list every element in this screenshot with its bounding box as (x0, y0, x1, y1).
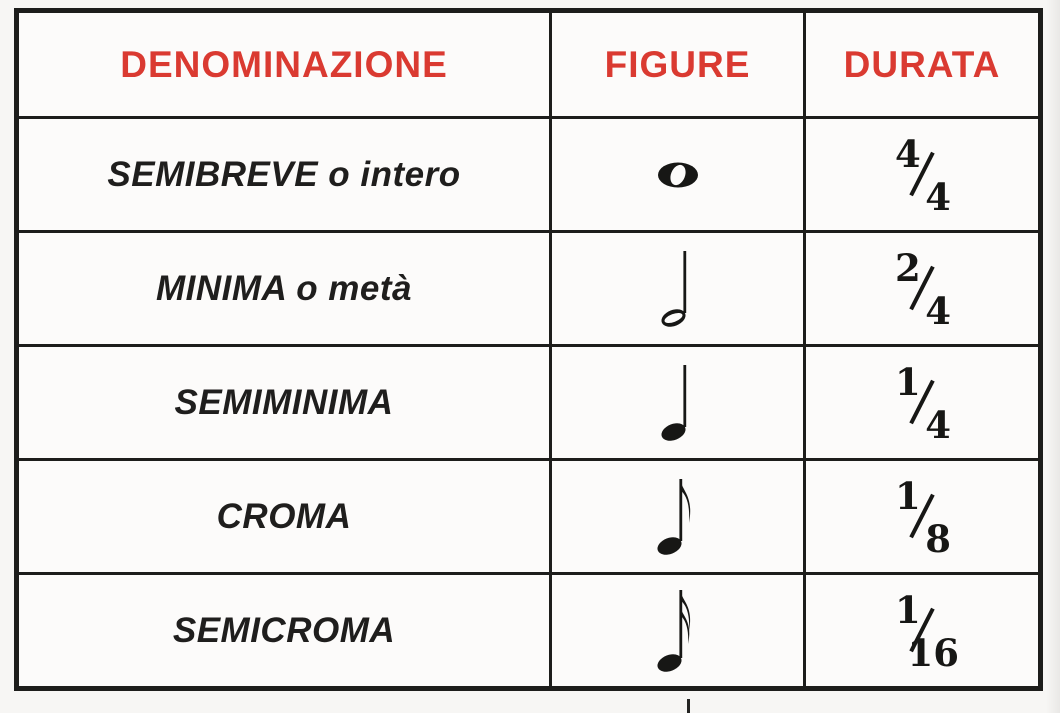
fraction-denominator: 16 (907, 630, 959, 675)
fraction-denominator: 4 (925, 402, 951, 447)
row-semicroma-name: SEMICROMA (19, 572, 552, 686)
fraction-numerator: 1 (895, 473, 921, 518)
fraction (891, 131, 953, 219)
header-figure: FIGURE (552, 13, 806, 116)
row-semiminima-figure (552, 344, 806, 458)
row-semicroma-durata (806, 572, 1038, 686)
row-minima-durata (806, 230, 1038, 344)
row-semibreve-name: SEMIBREVE o intero (19, 116, 552, 230)
row-semibreve-durata (806, 116, 1038, 230)
fraction (891, 587, 959, 675)
fraction-numerator: 1 (895, 587, 921, 632)
fraction-numerator: 1 (895, 359, 921, 404)
half-note-icon (660, 247, 696, 331)
row-minima-name: MINIMA o metà (19, 230, 552, 344)
header-durata: DURATA (843, 43, 1001, 85)
fraction (891, 245, 953, 333)
row-semicroma-figure (552, 572, 806, 686)
cropped-note-stem (687, 699, 690, 713)
row-croma-name: CROMA (19, 458, 552, 572)
row-semiminima-name: SEMIMINIMA (19, 344, 552, 458)
quarter-note-icon (660, 361, 696, 445)
whole-note-icon (655, 160, 701, 190)
fraction-denominator: 8 (925, 516, 951, 561)
row-minima-figure (552, 230, 806, 344)
row-croma-durata (806, 458, 1038, 572)
fraction-denominator: 4 (925, 174, 951, 219)
fraction-numerator: 2 (895, 245, 921, 290)
paper-edge-shadow (1046, 0, 1060, 713)
fraction-numerator: 4 (895, 131, 921, 176)
row-croma-figure (552, 458, 806, 572)
eighth-note-icon (656, 475, 700, 559)
sixteenth-note-icon (656, 586, 700, 676)
note-values-table (14, 8, 1043, 691)
fraction (891, 473, 953, 561)
fraction (891, 359, 953, 447)
row-semibreve-figure (552, 116, 806, 230)
row-semiminima-durata (806, 344, 1038, 458)
fraction-denominator: 4 (925, 288, 951, 333)
header-denominazione: DENOMINAZIONE (19, 13, 552, 116)
